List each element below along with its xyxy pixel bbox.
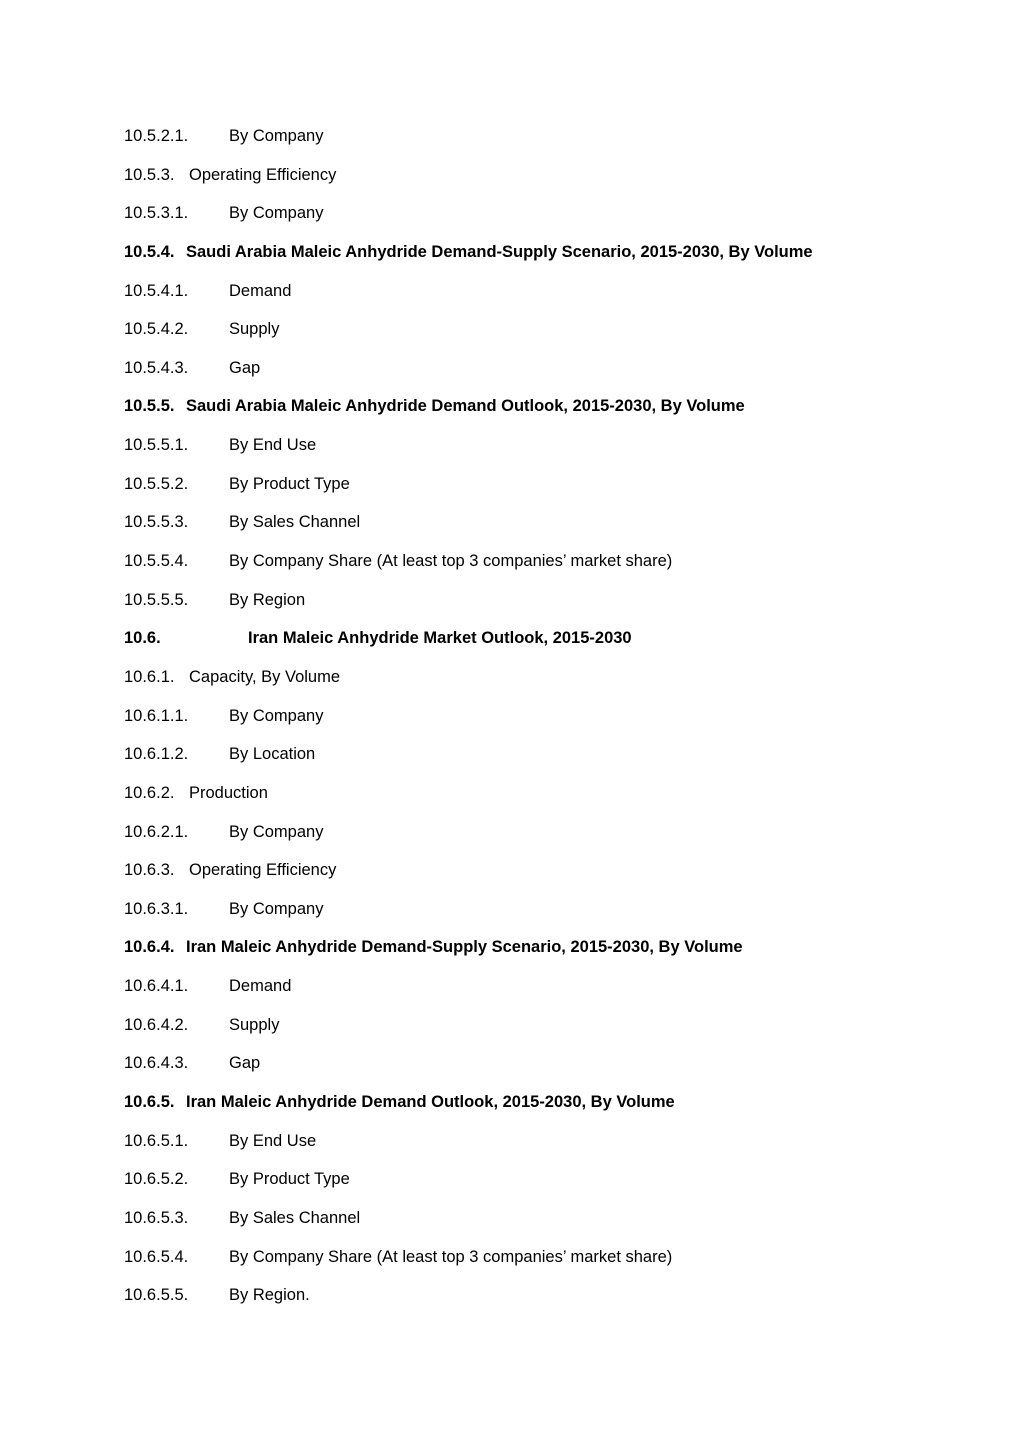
toc-entry-title: Demand: [229, 977, 292, 996]
toc-entry-title: By Region.: [229, 1286, 310, 1305]
toc-entry-title: By End Use: [229, 1131, 317, 1150]
toc-entry-title: By Sales Channel: [229, 1208, 361, 1227]
toc-entry-number: 10.6.1.: [124, 667, 175, 686]
toc-entry-title: Iran Maleic Anhydride Market Outlook, 2015-2030: [248, 629, 632, 648]
toc-entry-number: 10.5.4.3.: [124, 358, 189, 377]
toc-entry-title: Supply: [229, 1015, 280, 1034]
toc-entry: [124, 626, 1004, 665]
toc-entry-number: 10.5.2.1.: [124, 127, 189, 145]
toc-entry: [124, 163, 1004, 202]
toc-entry-title: Saudi Arabia Maleic Anhydride Demand Outlook, 2015-2030, By Volume: [186, 397, 745, 416]
toc-entry: [124, 1167, 1004, 1206]
toc-entry-title: By Product Type: [229, 474, 350, 493]
toc-entry-title: By Company: [229, 706, 324, 725]
toc-entry-number: 10.5.4.: [124, 242, 175, 261]
toc-entry-number: 10.6.5.3.: [124, 1208, 189, 1227]
toc-entry: [124, 935, 1004, 974]
toc-entry: [124, 665, 1004, 704]
toc-entry-title: By Company: [229, 204, 324, 223]
toc-entry-number: 10.5.4.1.: [124, 281, 189, 300]
toc-entry-number: 10.6.4.3.: [124, 1054, 189, 1073]
toc-entry-number: 10.5.5.2.: [124, 474, 189, 493]
toc-entry-number: 10.6.5.5.: [124, 1286, 189, 1305]
toc-entry-title: Operating Efficiency: [189, 165, 337, 184]
toc-entry-number: 10.6.4.2.: [124, 1015, 189, 1034]
toc-entry: [124, 394, 1004, 433]
toc-entry-title: By Product Type: [229, 1170, 350, 1189]
toc-entry: [124, 1283, 1004, 1322]
toc-entry: [124, 742, 1004, 781]
toc-entry: [124, 279, 1004, 318]
toc-entry: [124, 1245, 1004, 1284]
toc-entry-title: By End Use: [229, 436, 317, 455]
toc-entry-number: 10.5.5.5.: [124, 590, 189, 609]
toc-entry-title: Gap: [229, 1054, 261, 1073]
toc-entry-number: 10.6.5.2.: [124, 1170, 189, 1189]
toc-entry: [124, 201, 1004, 240]
toc-entry-number: 10.5.4.2.: [124, 320, 189, 339]
toc-entry: [124, 124, 1004, 163]
toc-entry-title: Operating Efficiency: [189, 861, 337, 880]
toc-entry: [124, 704, 1004, 743]
toc-entry-number: 10.6.2.1.: [124, 822, 189, 841]
toc-entry: [124, 1206, 1004, 1245]
toc-entry-number: 10.6.2.: [124, 783, 175, 802]
toc-entry-number: 10.6.1.2.: [124, 745, 189, 764]
toc-entry-title: Gap: [229, 358, 261, 377]
toc-entry-title: By Company: [229, 127, 324, 145]
toc-entry-title: By Location: [229, 745, 316, 764]
toc-entry-title: Saudi Arabia Maleic Anhydride Demand-Supply Scenario, 2015-2030, By Volume: [186, 242, 813, 261]
toc-entry-number: 10.6.5.1.: [124, 1131, 189, 1150]
toc-entry-title: Iran Maleic Anhydride Demand Outlook, 2015-2030, By Volume: [186, 1093, 675, 1112]
toc-entry: [124, 1129, 1004, 1168]
toc-entry-title: By Company Share (At least top 3 companies’ market share): [229, 1247, 673, 1266]
toc-entry-title: By Company: [229, 899, 324, 918]
toc-entry: [124, 897, 1004, 936]
toc-entry: [124, 1013, 1004, 1052]
toc-entry: [124, 240, 1004, 279]
toc-entry: [124, 549, 1004, 588]
toc-entry-title: Capacity, By Volume: [189, 667, 341, 686]
toc-entry: [124, 317, 1004, 356]
toc-entry: [124, 433, 1004, 472]
toc-entry-number: 10.5.3.: [124, 165, 175, 184]
toc-entry: [124, 472, 1004, 511]
toc-entry-title: By Region: [229, 590, 306, 609]
toc-entry: [124, 781, 1004, 820]
toc-entry: [124, 858, 1004, 897]
toc-entry-title: By Company: [229, 822, 324, 841]
toc-entry-number: 10.6.1.1.: [124, 706, 189, 725]
toc-entry-number: 10.5.5.: [124, 397, 175, 416]
toc-entry: [124, 510, 1004, 549]
toc-entry-number: 10.5.5.1.: [124, 436, 189, 455]
toc-entry-number: 10.6.4.1.: [124, 977, 189, 996]
toc-entry-number: 10.6.4.: [124, 938, 175, 957]
toc-entry: [124, 588, 1004, 627]
table-of-contents: [124, 124, 1004, 1322]
toc-entry-number: 10.5.3.1.: [124, 204, 189, 223]
toc-entry: [124, 974, 1004, 1013]
toc-entry-title: By Sales Channel: [229, 513, 361, 532]
toc-entry-number: 10.6.3.1.: [124, 899, 189, 918]
toc-entry-title: By Company Share (At least top 3 companies’ market share): [229, 552, 673, 571]
toc-entry-number: 10.5.5.4.: [124, 552, 189, 571]
toc-entry-number: 10.6.3.: [124, 861, 175, 880]
toc-entry-number: 10.5.5.3.: [124, 513, 189, 532]
toc-entry-number: 10.6.5.: [124, 1093, 175, 1112]
toc-entry: [124, 356, 1004, 395]
toc-entry: [124, 820, 1004, 859]
toc-entry: [124, 1090, 1004, 1129]
toc-entry-number: 10.6.: [124, 629, 161, 648]
toc-entry-title: Supply: [229, 320, 280, 339]
toc-entry-number: 10.6.5.4.: [124, 1247, 189, 1266]
toc-entry-title: Iran Maleic Anhydride Demand-Supply Scenario, 2015-2030, By Volume: [186, 938, 743, 957]
toc-entry-title: Production: [189, 783, 268, 802]
toc-entry: [124, 1051, 1004, 1090]
toc-entry-title: Demand: [229, 281, 292, 300]
